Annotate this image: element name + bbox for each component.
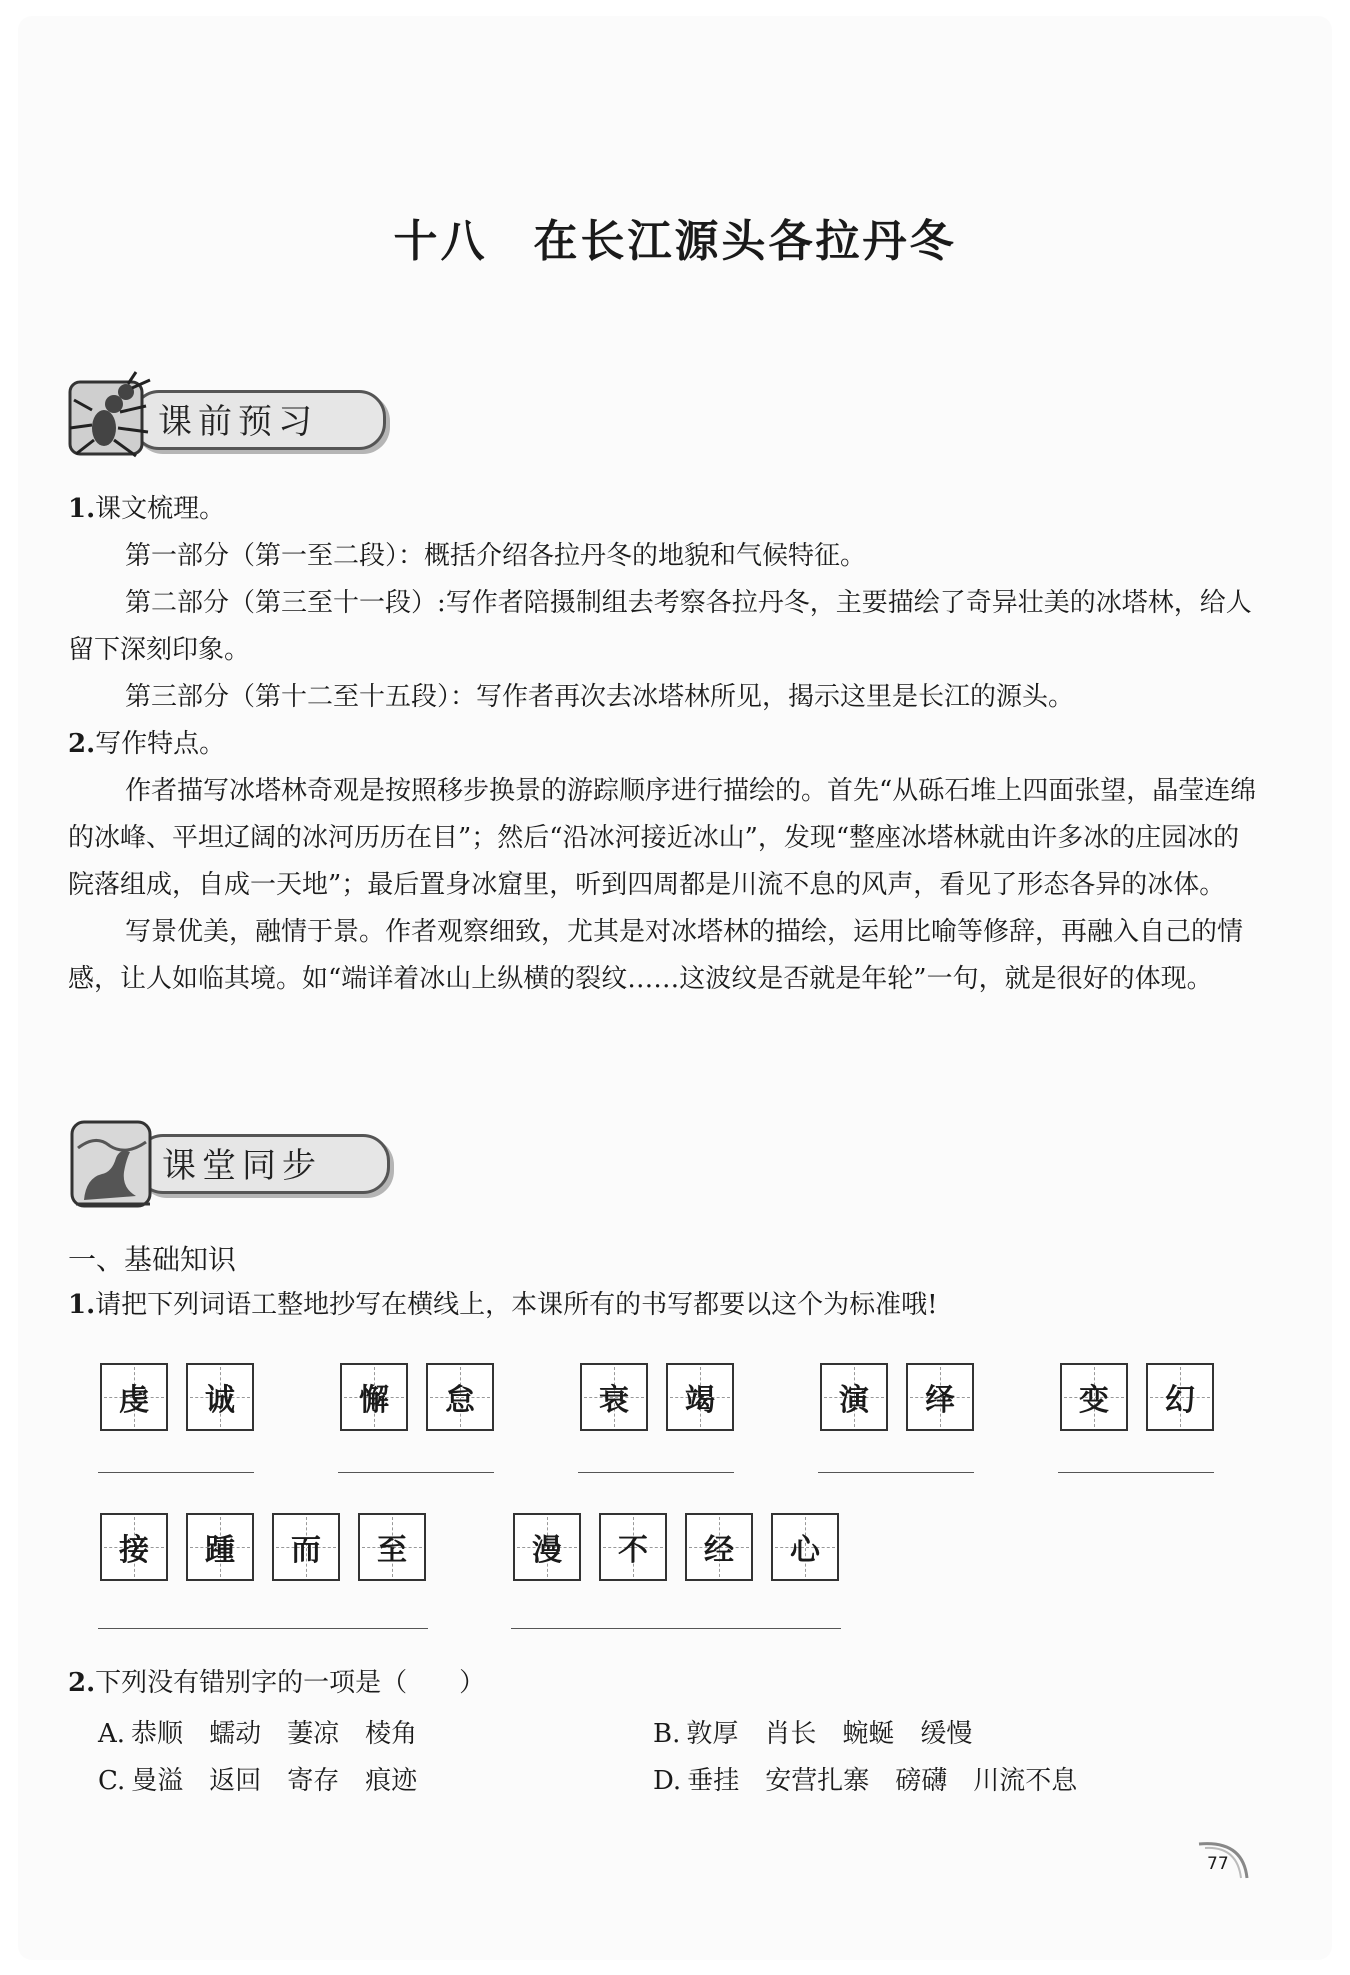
copy-question-number: 1. [68, 1290, 96, 1320]
option-word: 痕迹 [365, 1766, 418, 1796]
answer-line[interactable] [1058, 1472, 1214, 1473]
char-cell: 懈 [340, 1363, 408, 1431]
answer-line[interactable] [511, 1628, 841, 1629]
idiom-grid [513, 1513, 839, 1581]
classroom-banner [66, 1112, 406, 1222]
char-cell: 经 [685, 1513, 753, 1581]
option-word: 恭顺 [131, 1719, 184, 1749]
char-cell: 不 [599, 1513, 667, 1581]
option-word: 曼溢 [131, 1766, 184, 1796]
option-label: B. [653, 1719, 681, 1749]
answer-line[interactable] [98, 1472, 254, 1473]
option-word: 蜿蜒 [842, 1719, 895, 1749]
word-grid [580, 1363, 734, 1431]
word-grid [1060, 1363, 1214, 1431]
q1-number: 1. [68, 494, 96, 524]
ant-icon [62, 370, 158, 466]
copy-question-text: 请把下列词语工整地抄写在横线上，本课所有的书写都要以这个为标准哦! [95, 1290, 938, 1320]
feature-paragraph-1: 作者描写冰塔林奇观是按照移步换景的游踪顺序进行描绘的。首先“从砾石堆上四面张望，晶莹连绵的冰峰、平坦辽阔的冰河历历在目”；然后“沿冰河接近冰山”，发现“整座冰塔林就由许多冰的庄园冰的院落组成，自成一天地”；最后置身冰窟里，听到四周都是川流不息的风声，看见了形态各异的冰体。 [68, 776, 1257, 900]
char-cell: 变 [1060, 1363, 1128, 1431]
option-word: 肖长 [764, 1719, 817, 1749]
banner-label: 课堂同步 [162, 1146, 322, 1186]
typo-question-text: 下列没有错别字的一项是（ ） [95, 1668, 486, 1698]
char-cell: 幻 [1146, 1363, 1214, 1431]
option-word: 缓慢 [920, 1719, 973, 1749]
preview-content [68, 486, 1258, 1003]
option-label: C. [98, 1766, 126, 1796]
q2-number: 2. [68, 729, 96, 759]
option-label: A. [98, 1719, 126, 1749]
option-word: 返回 [209, 1766, 262, 1796]
answer-line[interactable] [98, 1628, 428, 1629]
option-label: D. [653, 1766, 682, 1796]
char-cell: 诚 [186, 1363, 254, 1431]
char-cell: 虔 [100, 1363, 168, 1431]
banner-label: 课前预习 [158, 402, 318, 442]
basic-knowledge-heading: 一、基础知识 [68, 1243, 237, 1276]
answer-line[interactable] [578, 1472, 734, 1473]
option-word: 敦厚 [686, 1719, 739, 1749]
option-word: 垂挂 [687, 1766, 740, 1796]
option-d[interactable] [653, 1760, 1103, 1797]
lesson-number: 十八 [393, 216, 488, 267]
q1-text: 课文梳理。 [95, 494, 226, 524]
char-cell: 接 [100, 1513, 168, 1581]
char-cell: 衰 [580, 1363, 648, 1431]
option-word: 棱角 [365, 1719, 418, 1749]
word-grid [100, 1363, 254, 1431]
answer-line[interactable] [818, 1472, 974, 1473]
char-cell: 至 [358, 1513, 426, 1581]
feature-paragraph-2: 写景优美，融情于景。作者观察细致，尤其是对冰塔林的描绘，运用比喻等修辞，再融入自己的情感，让人如临其境。如“端详着冰山上纵横的裂纹……这波纹是否就是年轮”一句，就是很好的体现。 [68, 917, 1244, 994]
word-grid [820, 1363, 974, 1431]
part-one: 第一部分（第一至二段）：概括介绍各拉丹冬的地貌和气候特征。 [125, 541, 867, 571]
option-word: 磅礴 [895, 1766, 948, 1796]
part-three: 第三部分（第十二至十五段）：写作者再次去冰塔林所见，揭示这里是长江的源头。 [125, 682, 1075, 712]
char-cell: 怠 [426, 1363, 494, 1431]
copy-instruction [68, 1282, 1258, 1329]
option-word: 蠕动 [209, 1719, 262, 1749]
option-a[interactable] [98, 1713, 443, 1750]
typo-question-number: 2. [68, 1668, 96, 1698]
typo-question [68, 1660, 1258, 1707]
option-b[interactable] [653, 1713, 998, 1750]
page-number: 77 [1193, 1838, 1253, 1886]
char-cell: 而 [272, 1513, 340, 1581]
option-word: 川流不息 [973, 1766, 1078, 1796]
option-c[interactable] [98, 1760, 443, 1797]
char-cell: 绎 [906, 1363, 974, 1431]
option-word: 萋凉 [287, 1719, 340, 1749]
answer-line[interactable] [338, 1472, 494, 1473]
q2-text: 写作特点。 [95, 729, 226, 759]
char-cell: 漫 [513, 1513, 581, 1581]
dinosaur-icon [66, 1112, 166, 1212]
char-cell: 踵 [186, 1513, 254, 1581]
option-word: 寄存 [287, 1766, 340, 1796]
char-cell: 竭 [666, 1363, 734, 1431]
option-word: 安营扎寨 [765, 1766, 870, 1796]
char-cell: 心 [771, 1513, 839, 1581]
part-two: 第二部分（第三至十一段）:写作者陪摄制组去考察各拉丹冬，主要描绘了奇异壮美的冰塔林，给人留下深刻印象。 [68, 588, 1252, 665]
page-title [0, 205, 1350, 269]
char-cell: 演 [820, 1363, 888, 1431]
word-grid [340, 1363, 494, 1431]
idiom-grid [100, 1513, 426, 1581]
preview-banner [62, 370, 402, 470]
lesson-title: 在长江源头各拉丹冬 [533, 216, 957, 267]
